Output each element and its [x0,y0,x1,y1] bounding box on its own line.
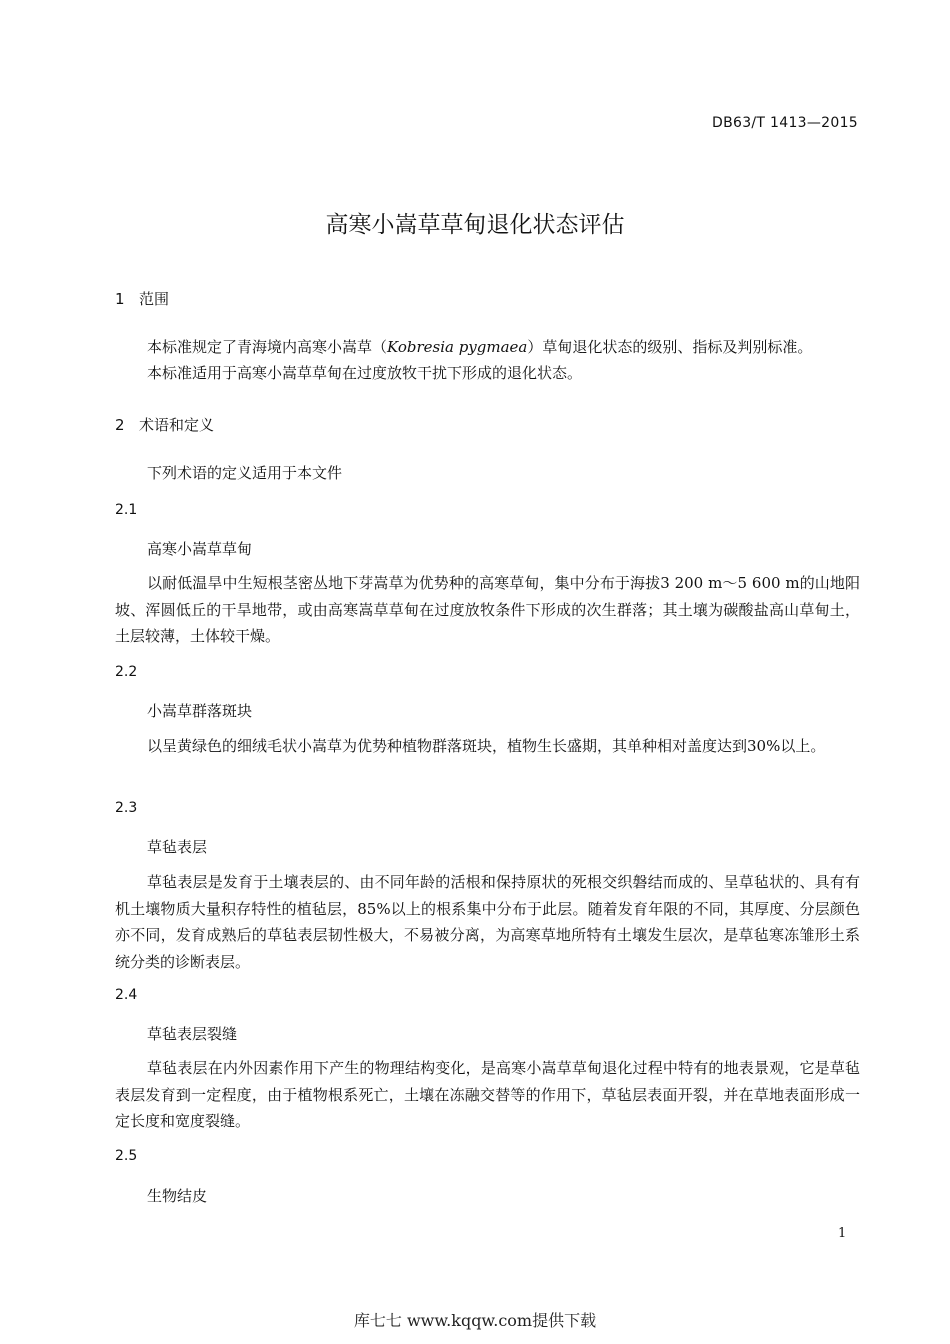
standard-code: DB63/T 1413—2015 [712,115,858,131]
scope-paragraph-2: 本标准适用于高寒小嵩草草甸在过度放牧干扰下形成的退化状态。 [147,364,583,382]
definitions-intro: 下列术语的定义适用于本文件 [147,464,343,482]
clause-number: 2.1 [115,502,138,518]
footer-watermark: 库七七 www.kqqw.com提供下载 [353,1311,597,1330]
section-number: 2 [115,416,125,434]
clause-number: 2.3 [115,800,138,816]
term-heading: 生物结皮 [147,1187,208,1205]
term-heading: 高寒小嵩草草甸 [147,540,253,558]
term-definition: 以呈黄绿色的细绒毛状小嵩草为优势种植物群落斑块，植物生长盛期，其单种相对盖度达到30%以上。 [147,737,826,755]
page-number: 1 [838,1226,847,1241]
section-title: 范围 [139,290,170,308]
document-title: 高寒小嵩草草甸退化状态评估 [325,212,625,238]
term-definition: 以耐低温旱中生短根茎密丛地下芽嵩草为优势种的高寒草甸，集中分布于海拔3 200 m～5 600 m的山地阳坡、浑圆低丘的干旱地带，或由高寒嵩草草甸在过度放牧条件下形成的次生群落；其土壤为碳酸盐高山草甸土，土层较薄，土体较干燥。 [115,574,860,645]
section-title: 术语和定义 [139,416,215,434]
term-definition: 草毡表层在内外因素作用下产生的物理结构变化，是高寒小嵩草草甸退化过程中特有的地表景观，它是草毡表层发育到一定程度，由于植物根系死亡，土壤在冻融交替等的作用下，草毡层表面开裂，并在草地表面形成一定长度和宽度裂缝。 [115,1059,860,1130]
scope-text-after: ）草甸退化状态的级别、指标及判别标准。 [527,338,813,356]
clause-number: 2.4 [115,987,138,1003]
term-heading: 草毡表层裂缝 [147,1025,238,1043]
term-heading: 草毡表层 [147,838,208,856]
term-definition: 草毡表层是发育于土壤表层的、由不同年龄的活根和保持原状的死根交织磐结而成的、呈草毡状的、具有有机土壤物质大量积存特性的植毡层，85%以上的根系集中分布于此层。随着发育年限的不同，其厚度、分层颜色亦不同，发育成熟后的草毡表层韧性极大，不易被分离，为高寒草地所特有土壤发生层次，是草毡寒冻雏形土系统分类的诊断表层。 [115,873,860,971]
scope-text-before: 本标准规定了青海境内高寒小嵩草（ [147,338,388,356]
scope-paragraph-1 [115,334,860,361]
latin-species-name: Kobresia pygmaea [387,338,528,356]
term-heading: 小嵩草群落斑块 [147,702,253,720]
clause-number: 2.2 [115,664,138,680]
section-1-heading [115,288,169,309]
section-number: 1 [115,290,125,308]
clause-number: 2.5 [115,1148,138,1164]
section-2-heading [115,414,214,435]
